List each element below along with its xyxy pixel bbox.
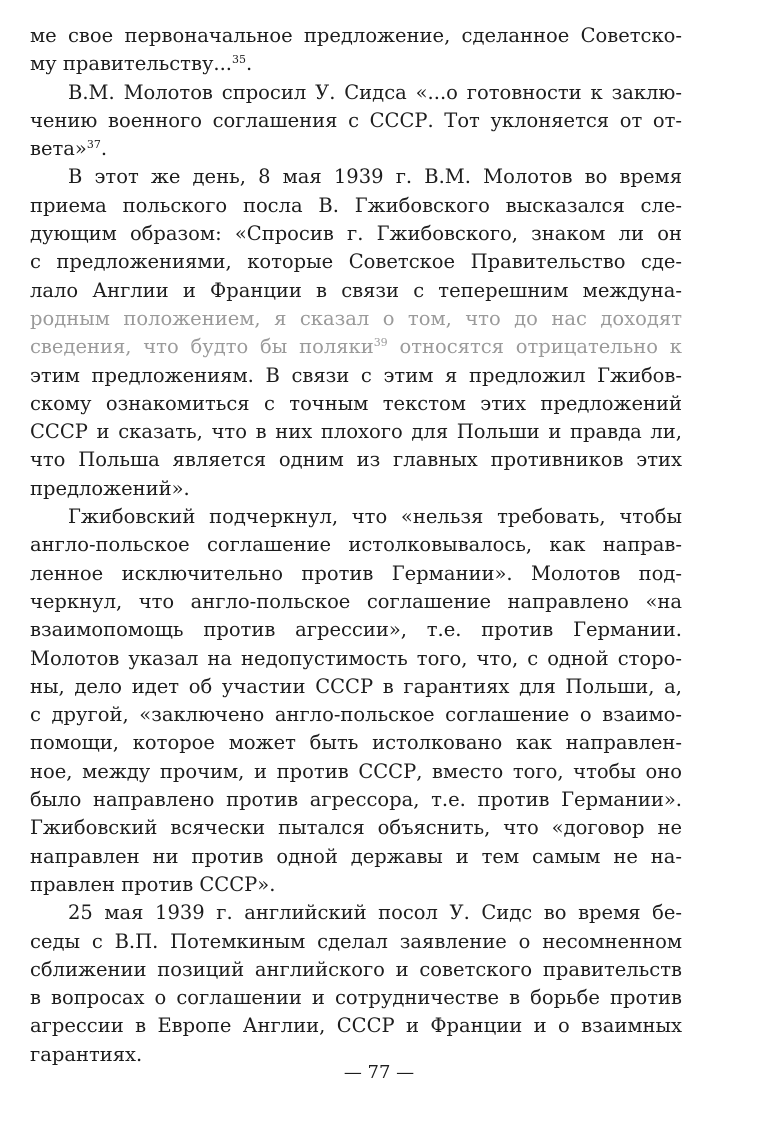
line-tail: относятся отрицательно к	[387, 335, 682, 359]
text-line: ны, дело идет об участии СССР в гарантиях для Польши, а,	[30, 674, 682, 698]
text-line: Молотов указал на недопустимость того, что, с одной сторо-	[30, 646, 682, 670]
paragraph	[30, 79, 682, 164]
text-line: чению военного соглашения с СССР. Тот уклоняется от от-	[30, 108, 682, 132]
line-tail: .	[246, 52, 253, 76]
paragraph	[30, 899, 682, 1069]
footnote-ref: 37	[86, 138, 101, 152]
line-text: сведения, что будто бы поляки	[30, 335, 374, 359]
text-line: гарантиях.	[30, 1042, 143, 1066]
text-line: ленное исключительно против Германии». Молотов под-	[30, 561, 682, 585]
text-line: направлен ни против одной державы и тем самым не на-	[30, 844, 682, 868]
text-line: седы с В.П. Потемкиным сделал заявление о несомненном	[30, 929, 682, 953]
line-text: вета»	[30, 137, 87, 161]
text-line: этим предложениям. В связи с этим я предложил Гжибов-	[30, 363, 682, 387]
paragraph	[30, 503, 682, 899]
text-line: родным положением, я сказал о том, что до нас доходят	[30, 306, 682, 330]
text-line: приема польского посла В. Гжибовского высказался сле-	[30, 193, 682, 217]
text-line: правлен против СССР».	[30, 872, 276, 896]
text-line: помощи, которое может быть истолковано как направлен-	[30, 731, 682, 755]
text-line: ное, между прочим, и против СССР, вместо того, чтобы оно	[30, 759, 682, 783]
page-number: — 77 —	[343, 1062, 415, 1083]
text-line	[30, 333, 682, 361]
text-line: дующим образом: «Спросив г. Гжибовского, знаком ли он	[30, 222, 682, 246]
paragraph	[30, 22, 682, 79]
text-line: англо-польское соглашение истолковывалось, как направ-	[30, 533, 682, 557]
text-line: Гжибовский всячески пытался объяснить, что «договор не	[30, 816, 682, 840]
text-line: агрессии в Европе Англии, СССР и Франции и о взаимных	[30, 1014, 682, 1038]
text-line: с предложениями, которые Советское Правительство сде-	[30, 250, 682, 274]
footnote-ref: 39	[373, 336, 388, 350]
text-line: скому ознакомиться с точным текстом этих предложений	[30, 391, 682, 415]
text-line: с другой, «заключено англо-польское соглашение о взаимо-	[30, 703, 682, 727]
text-line: Гжибовский подчеркнул, что «нельзя требовать, чтобы	[68, 505, 682, 529]
text-line: что Польша является одним из главных противников этих	[30, 448, 682, 472]
text-line: предложений».	[30, 476, 190, 500]
text-line: лало Англии и Франции в связи с теперешним междуна-	[30, 278, 682, 302]
book-page	[30, 22, 682, 1069]
text-line: 25 мая 1939 г. английский посол У. Сидс во время бе-	[68, 901, 682, 925]
line-text: му правительству...	[30, 52, 233, 76]
text-line: СССР и сказать, что в них плохого для Польши и правда ли,	[30, 420, 682, 444]
text-line: было направлено против агрессора, т.е. против Германии».	[30, 788, 682, 812]
paragraph	[30, 163, 682, 503]
text-line	[30, 50, 682, 78]
line-tail: .	[100, 137, 108, 161]
text-line: взаимопомощь против агрессии», т.е. против Германии.	[30, 618, 682, 642]
text-line: сближении позиций английского и советского правительств	[30, 957, 682, 981]
text-line: В этот же день, 8 мая 1939 г. В.М. Молотов во время	[68, 165, 682, 189]
text-line: черкнул, что англо-польское соглашение направлено «на	[30, 589, 682, 613]
footnote-ref: 35	[232, 53, 247, 67]
text-line	[30, 135, 682, 163]
text-line: В.М. Молотов спросил У. Сидса «...о готовности к заклю-	[68, 80, 682, 104]
text-line: ме свое первоначальное предложение, сделанное Советско-	[30, 24, 682, 47]
text-line: в вопросах о соглашении и сотрудничестве в борьбе против	[30, 986, 682, 1010]
